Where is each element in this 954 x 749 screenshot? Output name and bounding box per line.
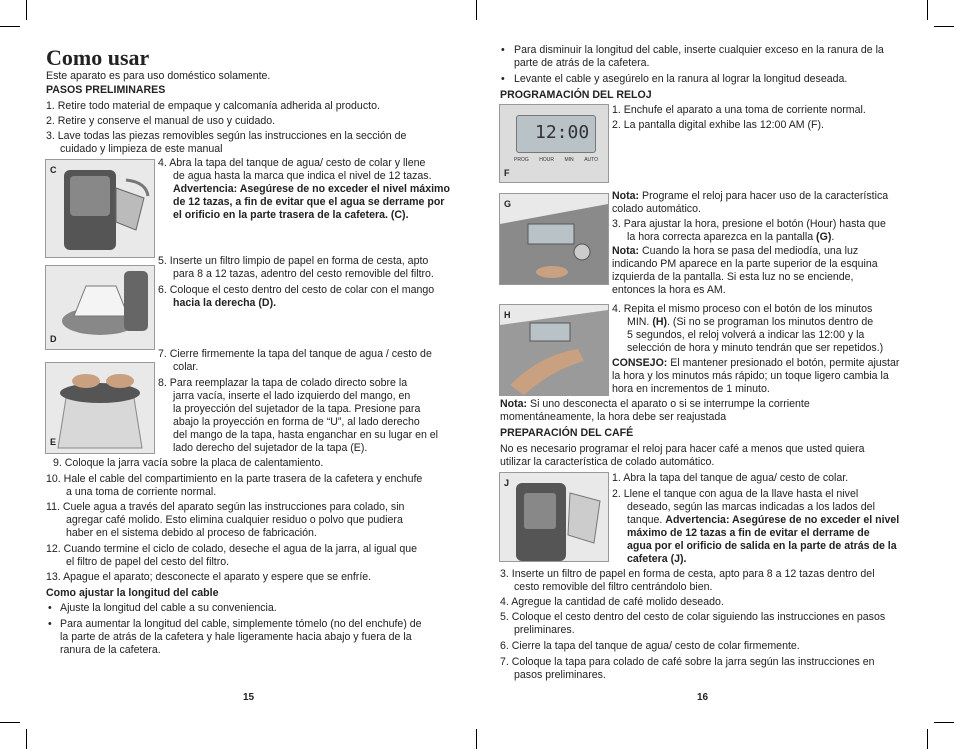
hour-button-label: HOUR xyxy=(539,157,554,163)
warning-line: de 12 tazas, a fin de evitar que el agua se derrame por xyxy=(173,196,445,208)
auto-button-label: AUTO xyxy=(584,157,598,163)
step-line: 13. Apague el aparato; desconecte el aparato y espere que se enfríe. xyxy=(46,571,372,583)
cafe-step: 7. Coloque la tapa para colado de café sobre la jarra según las instrucciones en xyxy=(500,656,875,668)
step-8-line: abajo la proyección en forma de “U”, al lado derecho xyxy=(173,416,420,428)
cafe-intro: No es necesario programar el reloj para hacer café a menos que usted quiera xyxy=(500,443,865,455)
cafe-step: cesto removible del filtro centrándolo bien. xyxy=(514,581,713,593)
step-6-line: 6. Coloque el cesto dentro del cesto de colar con el mango xyxy=(158,284,435,296)
step-5-line: 5. Inserte un filtro limpio de papel en forma de cesta, apto xyxy=(158,255,429,267)
nota-line: Nota: Si uno desconecta el aparato o si se interrumpe la corriente xyxy=(500,398,810,410)
cable-bullet: Para aumentar la longitud del cable, simplemente tómelo (no del enchufe) de xyxy=(60,618,422,630)
carafe-lid-illustration xyxy=(46,363,154,453)
section-heading-reloj: PROGRAMACIÓN DEL RELOJ xyxy=(500,89,652,101)
nota-line: entonces la hora es AM. xyxy=(612,284,726,296)
step-4-line: 4. Abra la tapa del tanque de agua/ cesto de colar y llene xyxy=(158,157,426,169)
step-line: a una toma de corriente normal. xyxy=(66,486,217,498)
cafe-step: 6. Cierre la tapa del tanque de agua/ cesto de colar firmemente. xyxy=(500,640,800,652)
step-line: agregar café molido. Esto elimina cualquier residuo o polvo que pudiera xyxy=(66,514,403,526)
bullet-icon: • xyxy=(501,73,505,85)
figure-e xyxy=(45,362,155,454)
cafe-step-2: tanque. Advertencia: Asegúrese de no exceder el nivel xyxy=(627,514,900,526)
figure-label: E xyxy=(50,437,57,447)
clock-step-4: 5 segundos, el reloj volverá a indicar las 12:00 y la xyxy=(627,329,865,341)
nota-line: colado automático. xyxy=(612,203,701,215)
clock-step-4: 4. Repita el mismo proceso con el botón de los minutos xyxy=(612,303,873,315)
figure-label: J xyxy=(504,478,510,488)
consejo-line: CONSEJO: El mantener presionado el botón, permite ajustar xyxy=(612,357,900,369)
bullet-icon: • xyxy=(48,602,52,614)
reloj-step: 1. Enchufe el aparato a una toma de corriente normal. xyxy=(612,104,866,116)
cafe-intro: utilizar la característica de colado automático. xyxy=(500,456,715,468)
cafe-step-2: cafetera (J). xyxy=(627,553,687,565)
warning-line: Advertencia: Asegúrese de no exceder el nivel máximo xyxy=(173,183,450,195)
cafe-step: 4. Agregue la cantidad de café molido deseado. xyxy=(500,596,724,608)
bullet-icon: • xyxy=(501,44,505,56)
figure-f xyxy=(499,104,609,183)
cable-bullet: Para disminuir la longitud del cable, inserte cualquier exceso en la ranura de la xyxy=(514,44,884,56)
figure-j xyxy=(499,472,609,562)
step-7-line: colar. xyxy=(173,361,199,373)
display-time: 12:00 xyxy=(535,122,590,143)
figure-label: F xyxy=(504,168,510,178)
figure-g xyxy=(499,193,609,285)
step-line: 11. Cuele agua a través del aparato según las instrucciones para colado, sin xyxy=(46,501,405,513)
figure-h xyxy=(499,304,609,396)
step-6-line: hacia la derecha (D). xyxy=(173,297,277,309)
fill-water-illustration xyxy=(500,473,608,561)
nota-line: momentáneamente, la hora debe ser reajustada xyxy=(500,411,727,423)
step-8-line: lado derecho del sujetador de la tapa (E). xyxy=(173,442,368,454)
nota-line: Nota: Cuando la hora se pasa del mediodía, una luz xyxy=(612,245,859,257)
step-line: 9. Coloque la jarra vacía sobre la placa de calentamiento. xyxy=(53,457,324,469)
cafe-step: 3. Inserte un filtro de papel en forma de cesta, apto para 8 a 12 tazas dentro del xyxy=(500,568,875,580)
clock-step-4: selección de hora y minuto tendrán que ser repetidos.) xyxy=(627,342,884,354)
cable-bullet: Levante el cable y asegúrelo en la ranura al lograr la longitud deseada. xyxy=(514,73,848,85)
step-5-line: para 8 a 12 tazas, adentro del cesto removible del filtro. xyxy=(173,268,434,280)
page-title: Como usar xyxy=(46,45,150,70)
warning-line: el orificio en la parte trasera de la cafetera. (C). xyxy=(173,209,409,221)
nota-line: Nota: Programe el reloj para hacer uso de la característica xyxy=(612,190,889,202)
step-8-line: la proyección del sujetador de la tapa. Presione para xyxy=(173,403,421,415)
cafe-step-2: agua por el orificio de salida en la parte de atrás de la xyxy=(627,540,897,552)
step-8-line: 8. Para reemplazar la tapa de colado directo sobre la xyxy=(158,377,408,389)
figure-label: D xyxy=(50,334,57,344)
figure-label: H xyxy=(504,310,511,320)
step-line: cuidado y limpieza de este manual xyxy=(60,143,223,155)
clock-step-3: la hora correcta aparezca en la pantalla (G). xyxy=(627,231,835,243)
cafe-step-1: 1. Abra la tapa del tanque de agua/ cesto de colar. xyxy=(612,472,849,484)
step-8-line: del mango de la tapa, hasta enganchar en su lugar en el xyxy=(173,429,439,441)
step-line: el filtro de papel del cesto del filtro. xyxy=(66,556,230,568)
step-line: 12. Cuando termine el ciclo de colado, deseche el agua de la jarra, al igual que xyxy=(46,543,418,555)
step-7-line: 7. Cierre firmemente la tapa del tanque de agua / cesto de xyxy=(158,348,432,360)
bullet-icon: • xyxy=(48,618,52,630)
clock-step-4: MIN. (H). (Si no se programan los minutos dentro de xyxy=(627,316,874,328)
coffee-maker-fill-illustration xyxy=(46,160,154,257)
cable-bullet: ranura de la cafetera. xyxy=(60,644,161,656)
cafe-step-2: deseado, según las marcas indicadas a los lados del xyxy=(627,501,875,513)
section-heading-cafe: PREPARACIÓN DEL CAFÉ xyxy=(500,427,634,439)
step-4-line: de agua hasta la marca que indica el nivel de 12 tazas. xyxy=(173,170,432,182)
min-button-label: MIN xyxy=(564,157,574,163)
page-number: 15 xyxy=(243,692,255,703)
step-line: haber en el sistema debido al proceso de fabricación. xyxy=(66,527,317,539)
minute-button-illustration xyxy=(500,305,608,395)
cafe-step-2: 2. Llene el tanque con agua de la llave hasta el nivel xyxy=(612,488,859,500)
section-heading-pasos: PASOS PRELIMINARES xyxy=(46,84,166,96)
reloj-step: 2. La pantalla digital exhibe las 12:00 AM (F). xyxy=(612,119,824,131)
nota-line: izquierda de la pantalla. Si esta luz no se enciende, xyxy=(612,271,854,283)
consejo-line: hora en incrementos de 1 minuto. xyxy=(612,383,770,395)
page-number: 16 xyxy=(697,692,709,703)
cable-bullet: la parte de atrás de la cafetera y hale ligeramente hacia abajo y fuera de la xyxy=(60,631,412,643)
cable-bullet: Ajuste la longitud del cable a su conveniencia. xyxy=(60,602,277,614)
section-heading-cable: Como ajustar la longitud del cable xyxy=(46,587,219,599)
intro-text: Este aparato es para uso doméstico solamente. xyxy=(46,70,271,82)
nota-line: indicando PM aparece en la parte superior de la esquina xyxy=(612,258,878,270)
cafe-step-2: máximo de 12 tazas a fin de evitar el derrame de xyxy=(627,527,870,539)
page-16 xyxy=(477,0,954,749)
step-line: 10. Hale el cable del compartimiento en la parte trasera de la cafetera y enchufe xyxy=(46,473,423,485)
clock-display xyxy=(516,115,596,153)
clock-step-3: 3. Para ajustar la hora, presione el botón (Hour) hasta que xyxy=(612,218,886,230)
figure-label: C xyxy=(50,165,57,175)
figure-d xyxy=(45,265,155,350)
filter-basket-illustration xyxy=(46,266,154,349)
step-line: 3. Lave todas las piezas removibles según las instrucciones en la sección de xyxy=(46,130,407,142)
step-line: 1. Retire todo material de empaque y calcomanía adherida al producto. xyxy=(46,100,380,112)
step-line: 2. Retire y conserve el manual de uso y cuidado. xyxy=(46,115,276,127)
control-panel-illustration xyxy=(500,194,608,284)
figure-c xyxy=(45,159,155,258)
prog-button-label: PROG xyxy=(514,157,529,163)
consejo-line: la hora y los minutos más rápido; un toque ligero cambia la xyxy=(612,370,889,382)
cable-bullet: parte de atrás de la cafetera. xyxy=(514,57,650,69)
figure-label: G xyxy=(504,199,512,209)
cafe-step: 5. Coloque el cesto dentro del cesto de colar siguiendo las instrucciones en pasos xyxy=(500,611,886,623)
cafe-step: pasos preliminares. xyxy=(514,669,606,681)
cafe-step: preliminares. xyxy=(514,624,575,636)
step-8-line: jarra vacía, inserte el lado izquierdo del mango, en xyxy=(173,390,411,402)
